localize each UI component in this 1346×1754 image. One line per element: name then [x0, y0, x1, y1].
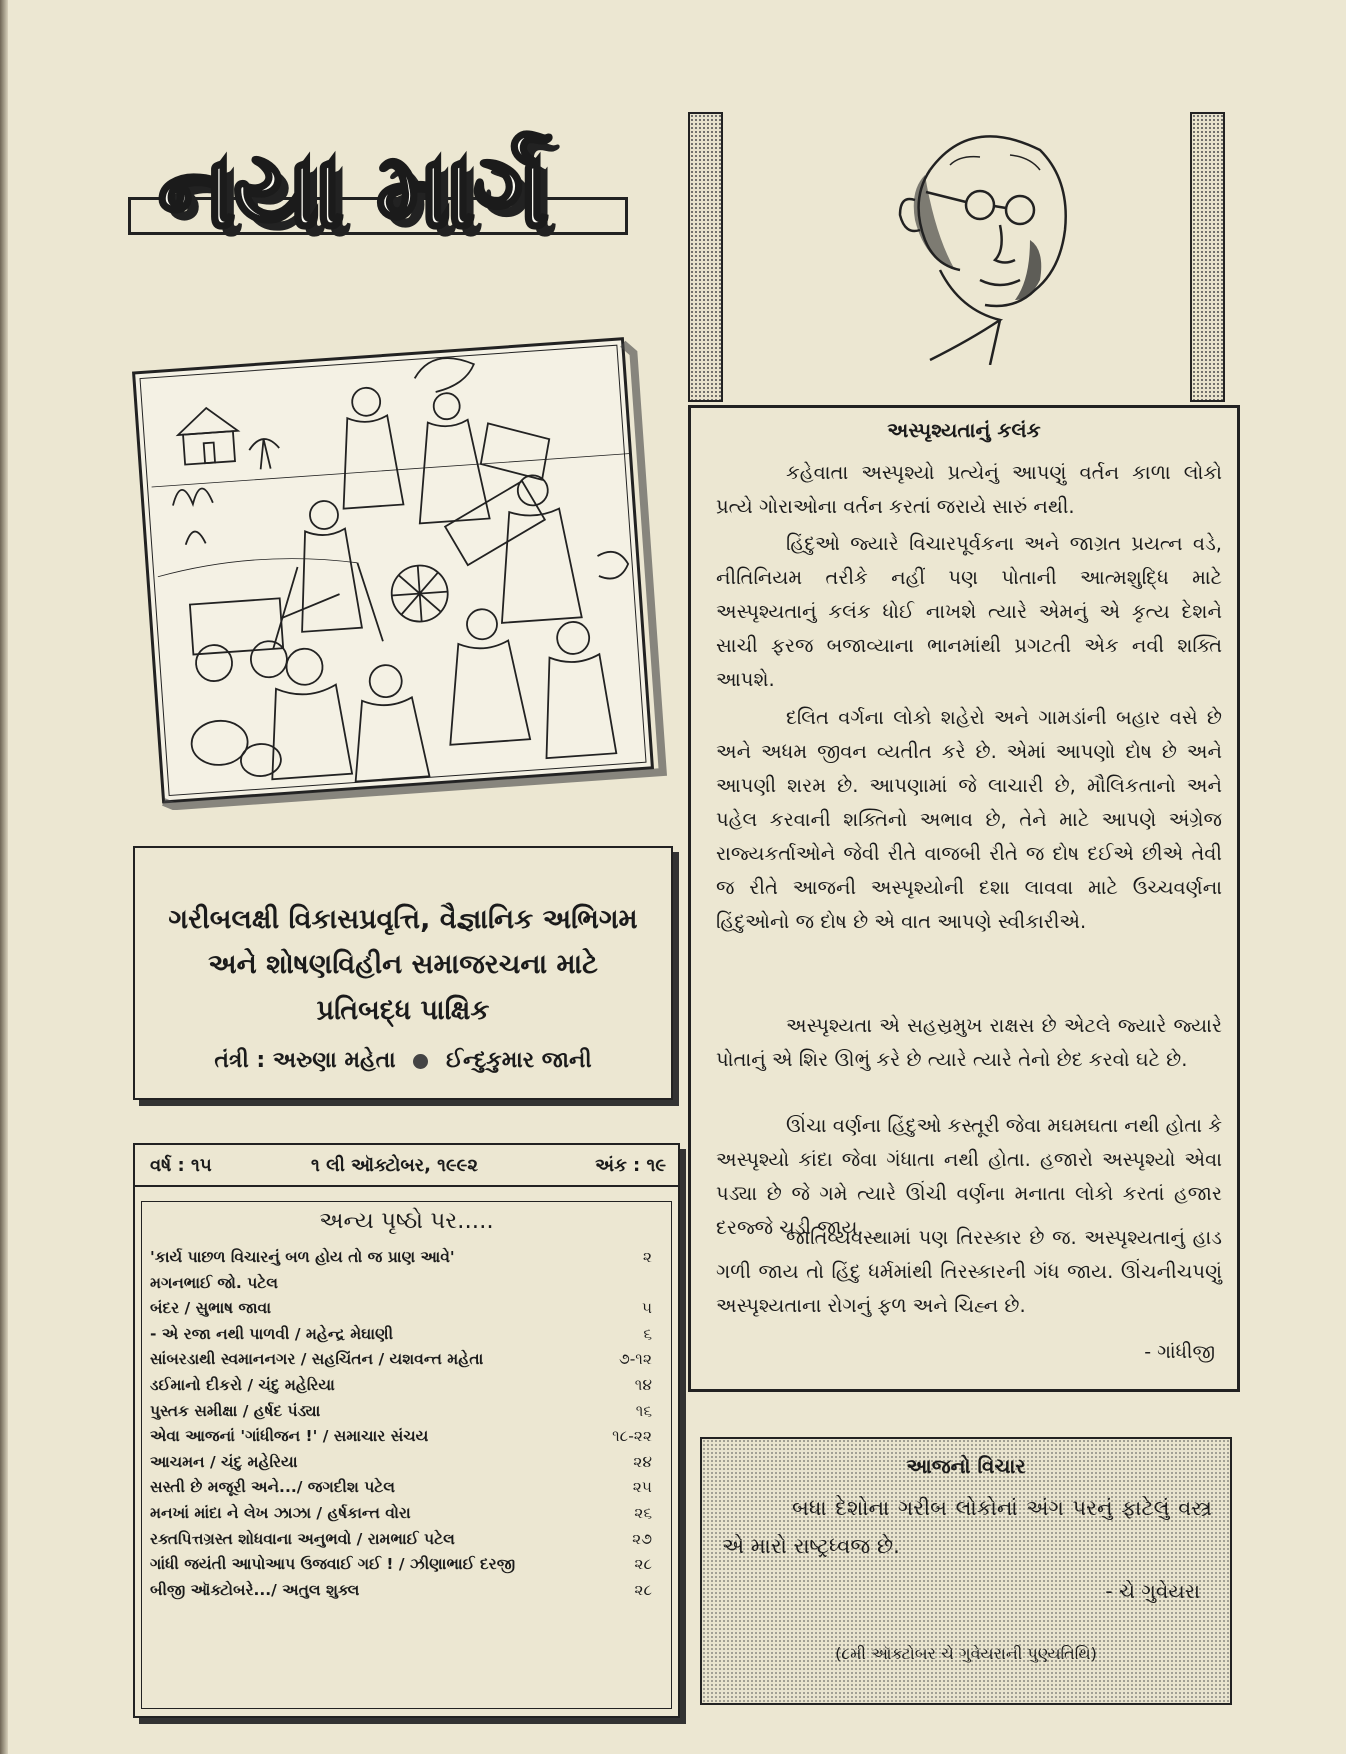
contents-box [141, 1201, 672, 1709]
thought-title: આજનો વિચાર [906, 1454, 1026, 1478]
contents-item-title: મગનભાઈ જો. પટેલ [150, 1273, 278, 1292]
thought-of-the-day [700, 1437, 1232, 1705]
tagline-line-2: અને શોષણવિહીન સમાજરચના માટે [208, 949, 598, 980]
contents-item-page: ૨૫ [632, 1478, 652, 1497]
tagline-line-3: પ્રતિબદ્ધ પાક્ષિક [316, 995, 490, 1026]
contents-item-title: ડઈમાનો દીકરો / ચંદુ મહેરિયા [150, 1375, 335, 1394]
contents-list [150, 1248, 662, 1606]
contents-item-title: પુસ્તક સમીક્ષા / હર્ષદ પંડ્યા [150, 1401, 321, 1420]
contents-item-title: સાંબરડાથી સ્વમાનનગર / સહચિંતન / યશવન્ત મહેતા [150, 1350, 484, 1369]
contents-item-title: સસ્તી છે મજૂરી અને.../ જગદીશ પટેલ [150, 1478, 396, 1497]
contents-item-page: ૧૬ [635, 1401, 652, 1420]
thought-note: (૮મી ઑક્ટોબર ચે ગુવેયરાની પુણ્યતિથિ) [835, 1644, 1097, 1663]
contents-item-title: ગાંધી જયંતી આપોઆપ ઉજવાઈ ગઈ ! / ઝીણાભાઈ દરજી [150, 1555, 516, 1574]
article-paragraph: કહેવાતા અસ્પૃશ્યો પ્રત્યેનું આપણું વર્તન કાળા લોકો પ્રત્યે ગોરાઓના વર્તન કરતાં જરાયે સારું નથી. [716, 461, 1222, 518]
contents-item[interactable] [150, 1274, 662, 1300]
contents-item-page: ૧૪ [634, 1375, 652, 1394]
thought-text: બધા દેશોના ગરીબ લોકોનાં અંગ પરનું ફાટેલું વસ્ત્ર એ મારો રાષ્ટ્રધ્વજ છે. [722, 1496, 1212, 1558]
cover-illustration [118, 330, 678, 810]
editor-1: અરુણા મહેતા [272, 1048, 396, 1073]
tagline-line-1: ગરીબલક્ષી વિકાસપ્રવૃત્તિ, વૈજ્ઞાનિક અભિગમ [168, 904, 638, 935]
article-title: અસ્પૃશ્યતાનું કલંક [887, 418, 1041, 442]
contents-item[interactable] [150, 1478, 662, 1504]
contents-item[interactable] [150, 1581, 662, 1607]
contents-item-page: ૨૭ [632, 1529, 652, 1548]
contents-item[interactable] [150, 1376, 662, 1402]
contents-item-page: ૬ [643, 1324, 652, 1343]
tagline-box [133, 846, 673, 1100]
article-paragraph: દલિત વર્ગના લોકો શહેરો અને ગામડાંની બહાર વસે છે અને અધમ જીવન વ્યતીત કરે છે. એમાં આપણો દોષ છે અને આપણી શરમ છે. આપણામાં જે લાચારી છે, મૌલિકતાનો અને પહેલ કરવાની શક્તિનો અભાવ છે, તેને માટે આપણે અંગ્રેજ રાજ્યકર્તાઓને જેવી રીતે વાજબી રીતે જ દોષ દઈએ છીએ તેવી જ રીતે આજની અસ્પૃશ્યોની દશા લાવવા માટે ઉચ્ચવર્ણના હિંદુઓનો જ દોષ છે એ વાત આપણે સ્વીકારીએ. [716, 706, 1222, 933]
contents-item[interactable] [150, 1350, 662, 1376]
contents-item-page: ૧૮-૨૨ [612, 1427, 652, 1446]
issue-date: ૧ લી ઑક્ટોબર, ૧૯૯૨ [311, 1155, 478, 1176]
issue-info-bar [135, 1145, 678, 1187]
contents-item[interactable] [150, 1555, 662, 1581]
thought-author: - ચે ગુવેયરા [1105, 1579, 1200, 1603]
article-paragraph: અસ્પૃશ્યતા એ સહસ્રમુખ રાક્ષસ છે એટલે જ્યારે જ્યારે પોતાનું એ શિર ઊભું કરે છે ત્યારે ત્યારે તેનો છેદ કરવો ઘટે છે. [716, 1014, 1222, 1071]
editors-line [135, 1048, 671, 1073]
contents-item-title: 'કાર્ય પાછળ વિચારનું બળ હોય તો જ પ્રાણ આવે' [150, 1248, 455, 1266]
contents-item[interactable] [150, 1325, 662, 1351]
contents-item-page: ૨૮ [634, 1555, 652, 1574]
contents-item-title: રક્તપિત્તગ્રસ્ત શોધવાના અનુભવો / રામભાઈ પટેલ [150, 1529, 455, 1548]
contents-item[interactable] [150, 1504, 662, 1530]
issue-box [133, 1143, 680, 1718]
quote-article [688, 405, 1240, 1392]
contents-item-page: ૨૮ [634, 1580, 652, 1599]
contents-item-title: - એ રજા નથી પાળવી / મહેન્દ્ર મેઘાણી [150, 1324, 393, 1343]
editor-2: ઈન્દુકુમાર જાની [445, 1048, 592, 1073]
masthead-title: નયા માર્ગ [158, 129, 548, 251]
contents-item[interactable] [150, 1402, 662, 1428]
article-paragraph: જાતિવ્યવસ્થામાં પણ તિરસ્કાર છે જ. અસ્પૃશ્યતાનું હાડ ગળી જાય તો હિંદુ ધર્મમાંથી તિરસ્કારની ગંધ જાય. ઊંચનીચપણું અસ્પૃશ્યતાના રોગનું ફળ અને ચિહ્ન છે. [716, 1226, 1222, 1317]
contents-item[interactable] [150, 1427, 662, 1453]
gandhi-portrait-icon [870, 110, 1100, 365]
decorative-pillar-right [1190, 112, 1225, 402]
contents-item-page: ૨૬ [634, 1503, 652, 1522]
contents-heading: અન્ય પૃષ્ઠો પર..... [319, 1208, 494, 1234]
contents-item[interactable] [150, 1530, 662, 1556]
article-paragraph: ઊંચા વર્ણના હિંદુઓ કસ્તૂરી જેવા મઘમઘતા નથી હોતા કે અસ્પૃશ્યો કાંદા જેવા ગંધાતા નથી હોતા. હજારો અસ્પૃશ્યો એવા પડ્યા છે જે ગમે ત્યારે ઊંચી વર્ણના મનાતા લોકો કરતાં હજાર દરજ્જે ચડી જાય. [716, 1114, 1222, 1239]
contents-item[interactable] [150, 1453, 662, 1479]
article-author: - ગાંધીજી [1144, 1341, 1215, 1363]
contents-item-page: ૨૪ [633, 1452, 652, 1471]
contents-item-title: મનખાં માંદા ને લેખ ઝાઝા / હર્ષકાન્ત વોરા [150, 1503, 411, 1522]
contents-item[interactable] [150, 1299, 662, 1325]
issue-year: વર્ષ : ૧૫ [150, 1155, 212, 1176]
contents-item-title: બીજી ઑક્ટોબરે.../ અતુલ શુક્લ [150, 1580, 360, 1599]
issue-number: અંક : ૧૯ [595, 1155, 666, 1176]
page-edge [0, 0, 8, 1754]
contents-item-page: ૨ [642, 1248, 652, 1266]
contents-item-title: બંદર / સુભાષ જાવા [150, 1299, 272, 1318]
contents-item-page: ૭-૧૨ [618, 1350, 652, 1369]
contents-item-title: એવા આજનાં 'ગાંધીજન !' / સમાચાર સંચય [150, 1427, 429, 1446]
contents-item[interactable] [150, 1248, 662, 1274]
contents-item-page: ૫ [641, 1299, 652, 1318]
editors-label: તંત્રી : [214, 1048, 266, 1073]
bullet-icon [413, 1054, 428, 1069]
decorative-pillar-left [688, 112, 723, 402]
contents-item-title: આચમન / ચંદુ મહેરિયા [150, 1452, 298, 1471]
article-paragraph: હિંદુઓ જ્યારે વિચારપૂર્વકના અને જાગ્રત પ્રયત્ન વડે, નીતિનિયમ તરીકે નહીં પણ પોતાની આત્મશુદ્ધિ માટે અસ્પૃશ્યતાનું કલંક ધોઈ નાખશે ત્યારે એમનું એ કૃત્ય દેશને સાચી ફરજ બજાવ્યાના ભાનમાંથી પ્રગટતી એક નવી શક્તિ આપશે. [716, 532, 1222, 691]
